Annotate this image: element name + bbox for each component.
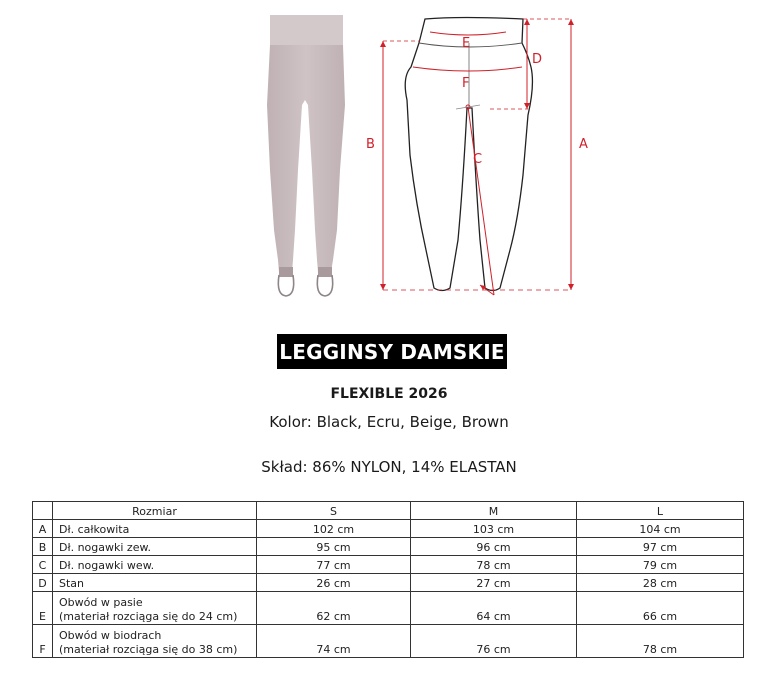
product-colors: Kolor: Black, Ecru, Beige, Brown [269, 413, 509, 431]
table-header-row [33, 502, 744, 520]
header-letter [33, 502, 53, 520]
row-label: Dł. nogawki wew. [53, 556, 257, 574]
row-label-cell [53, 592, 257, 625]
row-value-l: 78 cm [577, 625, 744, 658]
label-e: E [462, 36, 471, 51]
header-size-s: S [257, 502, 411, 520]
row-label: Dł. nogawki zew. [53, 538, 257, 556]
row-letter: C [33, 556, 53, 574]
size-table [32, 501, 744, 658]
label-c: C [473, 152, 483, 167]
row-value-s: 102 cm [257, 520, 411, 538]
table-row [33, 520, 744, 538]
row-value-m: 76 cm [411, 625, 577, 658]
table-row [33, 592, 744, 625]
header-size-l: L [577, 502, 744, 520]
table-row [33, 538, 744, 556]
row-letter: B [33, 538, 53, 556]
row-letter: F [33, 625, 53, 658]
row-value-l: 97 cm [577, 538, 744, 556]
row-value-s: 95 cm [257, 538, 411, 556]
label-a: A [579, 137, 588, 152]
row-value-l: 104 cm [577, 520, 744, 538]
label-b: B [366, 137, 375, 152]
row-value-l: 79 cm [577, 556, 744, 574]
row-label: Stan [53, 574, 257, 592]
row-value-s: 26 cm [257, 574, 411, 592]
table-row [33, 574, 744, 592]
product-model: FLEXIBLE 2026 [330, 386, 448, 402]
row-letter: D [33, 574, 53, 592]
table-row [33, 625, 744, 658]
row-value-m: 96 cm [411, 538, 577, 556]
label-d: D [532, 52, 543, 67]
measurement-diagram [350, 5, 610, 305]
row-label: Obwód w biodrach [59, 629, 162, 642]
row-value-l: 28 cm [577, 574, 744, 592]
product-photo [255, 10, 355, 305]
row-value-s: 74 cm [257, 625, 411, 658]
row-value-m: 103 cm [411, 520, 577, 538]
row-value-m: 78 cm [411, 556, 577, 574]
row-letter: A [33, 520, 53, 538]
header-size-label: Rozmiar [53, 502, 257, 520]
row-value-m: 64 cm [411, 592, 577, 625]
row-label: Dł. całkowita [53, 520, 257, 538]
row-value-s: 62 cm [257, 592, 411, 625]
row-label-note: (materiał rozciąga się do 38 cm) [59, 643, 238, 656]
row-label-note: (materiał rozciąga się do 24 cm) [59, 610, 238, 623]
product-composition: Skład: 86% NYLON, 14% ELASTAN [261, 458, 517, 476]
table-row [33, 556, 744, 574]
header-size-m: M [411, 502, 577, 520]
label-f: F [462, 76, 470, 91]
row-value-s: 77 cm [257, 556, 411, 574]
row-letter: E [33, 592, 53, 625]
row-value-m: 27 cm [411, 574, 577, 592]
row-label-cell [53, 625, 257, 658]
product-title: LEGGINSY DAMSKIE [277, 334, 507, 369]
row-value-l: 66 cm [577, 592, 744, 625]
row-label: Obwód w pasie [59, 596, 143, 609]
